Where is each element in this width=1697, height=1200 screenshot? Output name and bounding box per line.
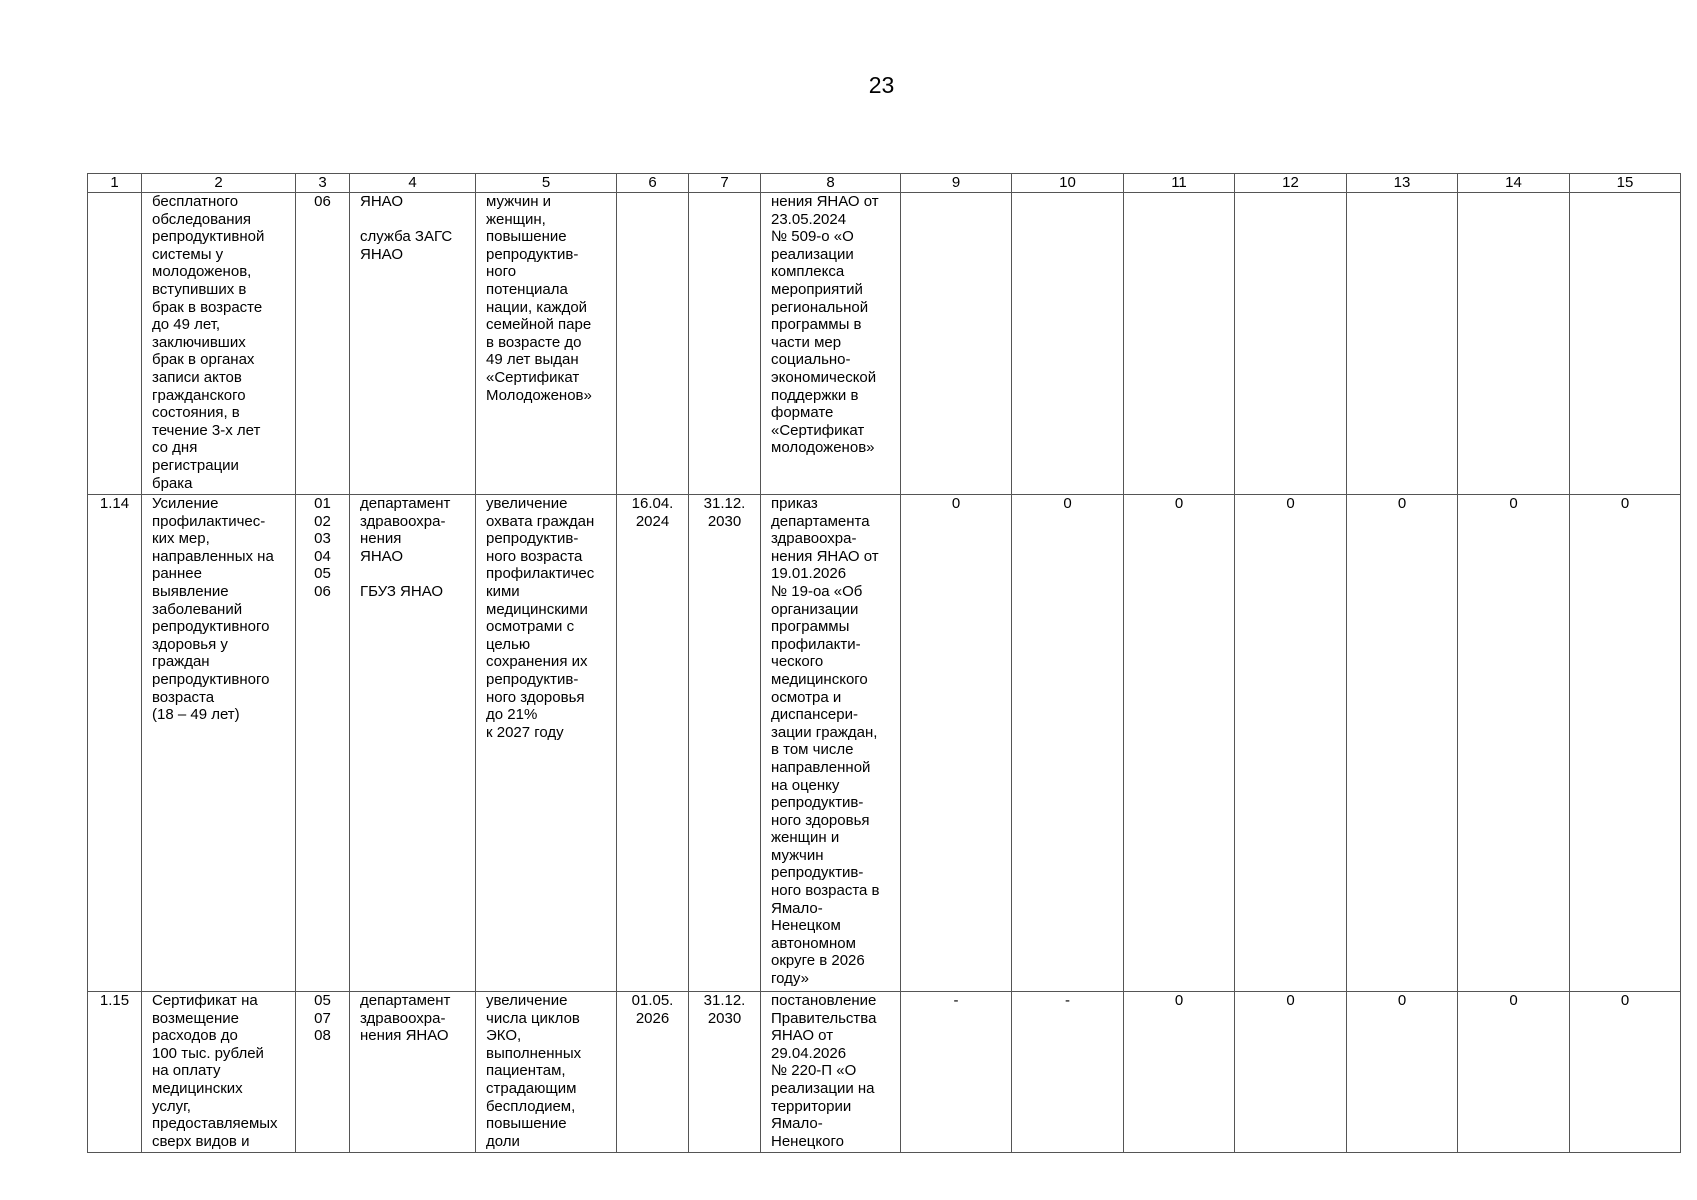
end-date-cell: 31.12. 2030 [689, 495, 761, 992]
row-number-cell: 1.14 [88, 495, 142, 992]
value-cell [901, 193, 1012, 495]
row-number-cell: 1.15 [88, 992, 142, 1153]
header-cell: 11 [1124, 174, 1235, 193]
value-cell: 0 [1124, 992, 1235, 1153]
start-date-cell: 16.04. 2024 [617, 495, 689, 992]
header-cell: 8 [761, 174, 901, 193]
header-cell: 6 [617, 174, 689, 193]
value-cell: 0 [901, 495, 1012, 992]
result-cell: увеличение числа циклов ЭКО, выполненных пациентам, страдающим бесплодием, повышение доли [476, 992, 617, 1153]
start-date-cell: 01.05. 2026 [617, 992, 689, 1153]
executor-cell: ЯНАО служба ЗАГС ЯНАО [350, 193, 476, 495]
result-cell: увеличение охвата граждан репродуктив- ного возраста профилактичес кими медицинскими осмотрами с целью сохранения их репродуктив- ного здоровья до 21% к 2027 году [476, 495, 617, 992]
value-cell [1458, 193, 1570, 495]
result-cell: мужчин и женщин, повышение репродуктив- ного потенциала нации, каждой семейной паре в возрасте до 49 лет выдан «Сертификат Молодоженов» [476, 193, 617, 495]
end-date-cell [689, 193, 761, 495]
value-cell [1012, 193, 1124, 495]
header-cell: 1 [88, 174, 142, 193]
header-cell: 4 [350, 174, 476, 193]
legal-act-cell: приказ департамента здравоохра- нения ЯНАО от 19.01.2026 № 19-оа «Об организации программы профилакти- ческого медицинского осмотра и диспансери- зации граждан, в том числе направленной на оценку репродуктив- ного здоровья женщин и мужчин репродуктив- ного возраста в Ямало- Ненецком автономном округе в 2026 году» [761, 495, 901, 992]
value-cell: 0 [1235, 992, 1347, 1153]
end-date-cell: 31.12. 2030 [689, 992, 761, 1153]
column-numbers-row [88, 174, 1681, 193]
measures-table [87, 173, 1681, 1153]
legal-act-cell: нения ЯНАО от 23.05.2024 № 509-о «О реализации комплекса мероприятий региональной программы в части мер социально- экономической поддержки в формате «Сертификат молодоженов» [761, 193, 901, 495]
value-cell: 0 [1235, 495, 1347, 992]
header-cell: 15 [1570, 174, 1681, 193]
value-cell: - [901, 992, 1012, 1153]
start-date-cell [617, 193, 689, 495]
codes-cell: 05 07 08 [296, 992, 350, 1153]
value-cell: 0 [1347, 992, 1458, 1153]
value-cell: 0 [1458, 992, 1570, 1153]
page-number: 23 [868, 72, 895, 98]
header-cell: 14 [1458, 174, 1570, 193]
codes-cell: 06 [296, 193, 350, 495]
header-cell: 3 [296, 174, 350, 193]
table-row [88, 495, 1681, 992]
value-cell [1124, 193, 1235, 495]
value-cell: 0 [1124, 495, 1235, 992]
header-cell: 9 [901, 174, 1012, 193]
header-cell: 13 [1347, 174, 1458, 193]
header-cell: 5 [476, 174, 617, 193]
header-cell: 12 [1235, 174, 1347, 193]
value-cell [1570, 193, 1681, 495]
value-cell: 0 [1570, 992, 1681, 1153]
executor-cell: департамент здравоохра- нения ЯНАО [350, 992, 476, 1153]
table-row [88, 992, 1681, 1153]
header-cell: 7 [689, 174, 761, 193]
executor-cell: департамент здравоохра- нения ЯНАО ГБУЗ ЯНАО [350, 495, 476, 992]
table-row [88, 193, 1681, 495]
value-cell [1235, 193, 1347, 495]
legal-act-cell: постановление Правительства ЯНАО от 29.04.2026 № 220-П «О реализации на территории Ямало- Ненецкого [761, 992, 901, 1153]
value-cell: - [1012, 992, 1124, 1153]
value-cell: 0 [1347, 495, 1458, 992]
value-cell [1347, 193, 1458, 495]
header-cell: 2 [142, 174, 296, 193]
header-cell: 10 [1012, 174, 1124, 193]
measure-name-cell: бесплатного обследования репродуктивной системы у молодоженов, вступивших в брак в возрасте до 49 лет, заключивших брак в органах записи актов гражданского состояния, в течение 3-х лет со дня регистрации брака [142, 193, 296, 495]
measure-name-cell: Сертификат на возмещение расходов до 100 тыс. рублей на оплату медицинских услуг, предоставляемых сверх видов и [142, 992, 296, 1153]
value-cell: 0 [1458, 495, 1570, 992]
codes-cell: 01 02 03 04 05 06 [296, 495, 350, 992]
value-cell: 0 [1570, 495, 1681, 992]
value-cell: 0 [1012, 495, 1124, 992]
row-number-cell [88, 193, 142, 495]
measure-name-cell: Усиление профилактичес- ких мер, направленных на раннее выявление заболеваний репродуктивного здоровья у граждан репродуктивного возраста (18 – 49 лет) [142, 495, 296, 992]
